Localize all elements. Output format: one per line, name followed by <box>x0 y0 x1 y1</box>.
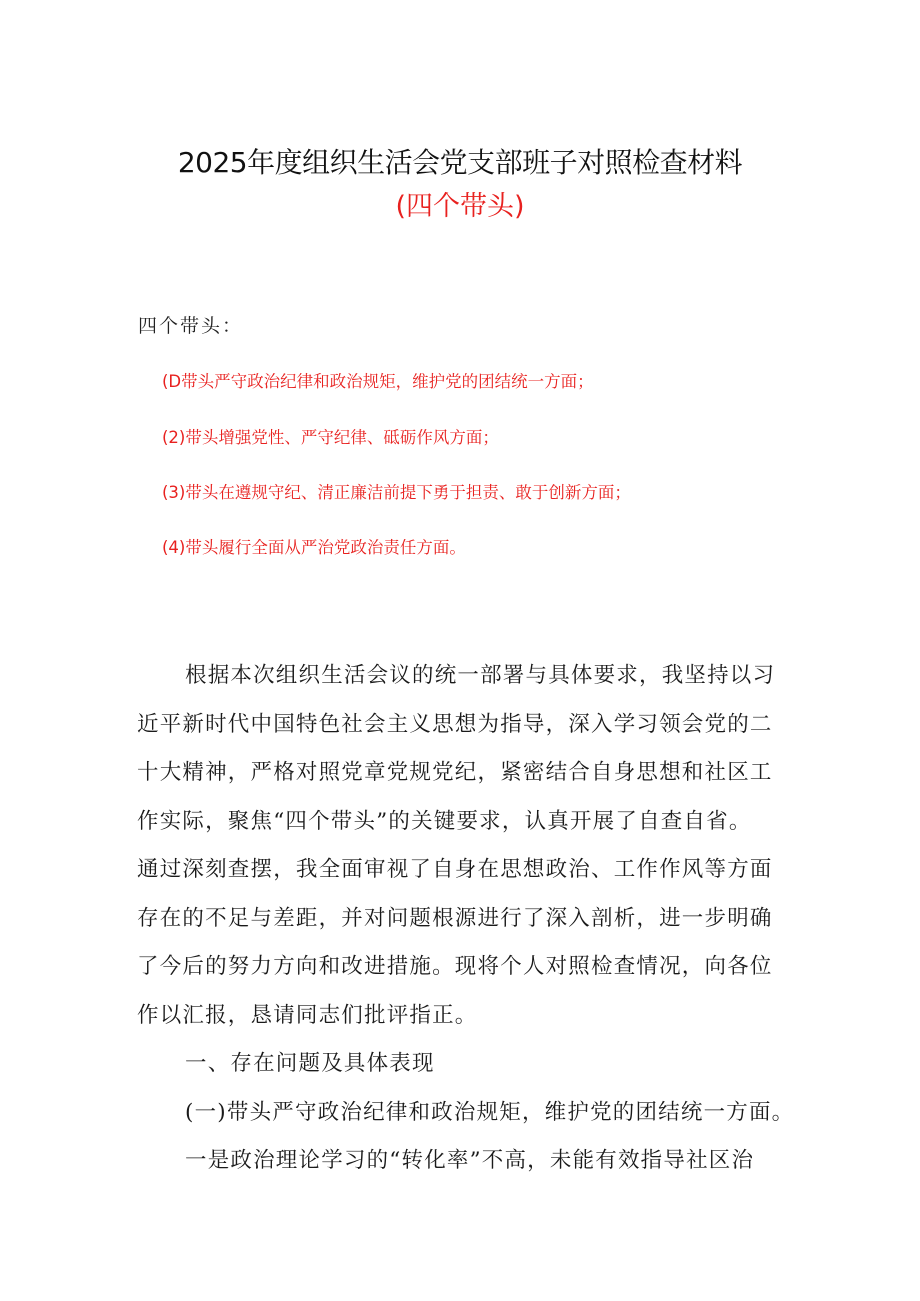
document-title: 2025年度组织生活会党支部班子对照检查材料 <box>177 146 743 179</box>
subsection-heading: (一)带头严守政治纪律和政治规矩，维护党的团结统一方面。 <box>185 1099 795 1125</box>
body-line: 作实际，聚焦“四个带头”的关键要求，认真开展了自查自省。 <box>137 808 752 834</box>
red-item-2: (2)带头增强党性、严守纪律、砥砺作风方面； <box>162 428 499 447</box>
body-line: 了今后的努力方向和改进措施。现将个人对照检查情况，向各位 <box>137 954 773 979</box>
body-line: 根据本次组织生活会议的统一部署与具体要求，我坚持以习 <box>185 663 776 688</box>
red-item-4: (4)带头履行全面从严治党政治责任方面。 <box>162 538 466 557</box>
body-text <box>137 652 797 1186</box>
body-line: 作以汇报，恳请同志们批评指正。 <box>137 1002 478 1028</box>
body-line: 近平新时代中国特色社会主义思想为指导，深入学习领会党的二 <box>137 711 773 737</box>
body-line: 存在的不足与差距，并对问题根源进行了深入剖析，进一步明确 <box>137 905 773 931</box>
red-item-1: (D带头严守政治纪律和政治规矩，维护党的团结统一方面； <box>162 372 594 391</box>
body-line: 十大精神，严格对照党章党规党纪，紧密结合自身思想和社区工 <box>137 760 773 785</box>
document-subtitle: (四个带头) <box>395 191 525 222</box>
body-line: 通过深刻查摆，我全面审视了自身在思想政治、工作作风等方面 <box>137 857 773 882</box>
red-item-3: (3)带头在遵规守纪、清正廉洁前提下勇于担责、敢于创新方面； <box>162 483 631 502</box>
section-heading: 一、存在问题及具体表现 <box>185 1051 435 1076</box>
body-line: 一是政治理论学习的“转化率”不高，未能有效指导社区治 <box>185 1148 755 1173</box>
section-label: 四个带头： <box>138 315 244 337</box>
